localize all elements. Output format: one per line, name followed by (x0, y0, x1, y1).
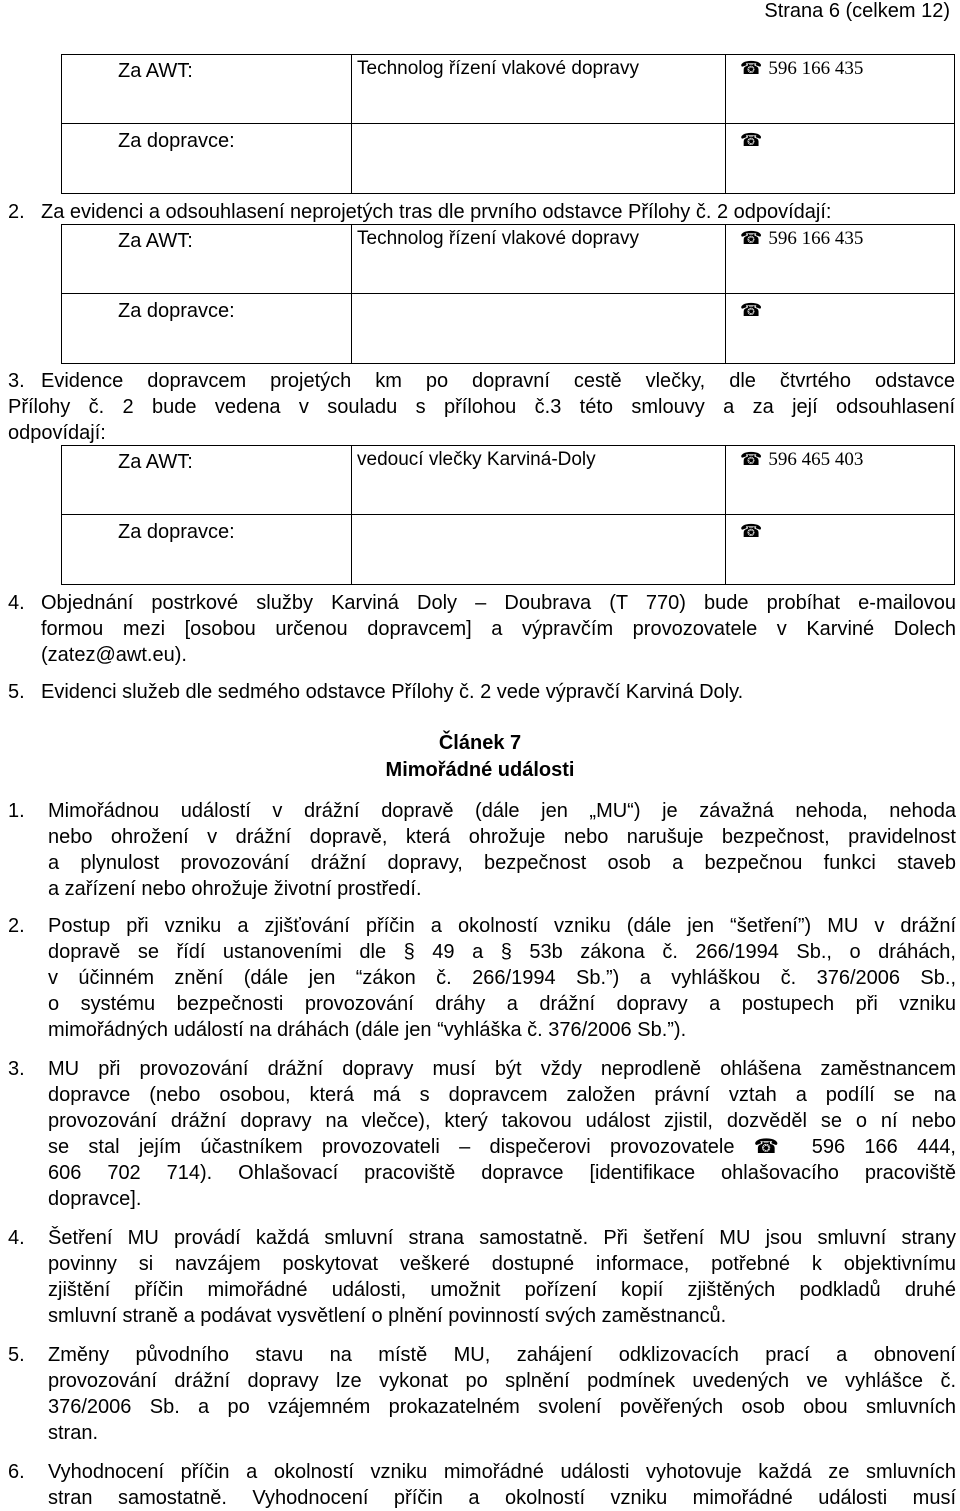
text-line: o systému bezpečnosti provozování dráhy a drážní dopravy a postupech při vzniku (48, 993, 956, 1015)
text-line: dopravce]. (48, 1188, 142, 1210)
item-number: 2. (8, 915, 25, 937)
carrier-phone-cell (726, 515, 955, 585)
text-line: zjištění příčin mimořádné události, umožnit pořízení kopií zjištěných podkladů druhé (48, 1279, 956, 1301)
item-number: 1. (8, 800, 25, 822)
awt-phone-cell (726, 225, 955, 294)
text-line: Změny původního stavu na místě MU, zahájení odklizovacích prací a obnovení (48, 1344, 956, 1366)
page-number: Strana 6 (celkem 12) (764, 0, 950, 22)
carrier-label: Za dopravce: (62, 124, 352, 194)
contact-table-2 (61, 224, 955, 364)
text-line: nebo ohrožení v drážní dopravě, která ohrožuje nebo narušuje bezpečnost, pravidelnost (48, 826, 956, 848)
awt-phone: 596 166 435 (768, 228, 864, 249)
paragraph-number: 2. (8, 201, 25, 223)
text-line: Evidence dopravcem projetých km po dopravní cestě vlečky, dle čtvrtého odstavce (41, 370, 955, 392)
item-number: 6. (8, 1461, 25, 1483)
phone-icon: ☎ (740, 130, 763, 151)
phone-icon: ☎ (740, 521, 763, 542)
awt-phone: 596 166 435 (768, 58, 864, 79)
text-line: v účinném znění (dále jen “zákon č. 266/1994 Sb.”) a vyhláškou č. 376/2006 Sb., (48, 967, 956, 989)
carrier-role (352, 515, 726, 585)
text-line: stran. (48, 1422, 99, 1444)
paragraph-number: 4. (8, 592, 25, 614)
text-line: Objednání postrkové služby Karviná Doly – Doubrava (T 770) bude probíhat e-mailovou (41, 592, 956, 614)
contact-table-3 (61, 445, 955, 585)
text-line: provozování drážní dopravy lze vykonat po splnění podmínek uvedených ve vyhlášce č. (48, 1370, 956, 1392)
awt-phone: 596 465 403 (768, 449, 864, 470)
text-line: Šetření MU provádí každá smluvní strana samostatně. Při šetření MU jsou smluvní strany (48, 1227, 956, 1249)
paragraph-text: Evidenci služeb dle sedmého odstavce Přílohy č. 2 vede výpravčí Karviná Doly. (41, 681, 744, 703)
text-line: odpovídají: (8, 422, 106, 444)
paragraph-3-cont (8, 394, 955, 446)
phone-icon: ☎ (740, 58, 763, 79)
carrier-phone-cell (726, 294, 955, 364)
awt-phone-cell (726, 55, 955, 124)
text-line: (zatez@awt.eu). (41, 644, 187, 666)
carrier-role (352, 124, 726, 194)
text-line: 376/2006 Sb. a po vzájemném prokazatelném svolení pověřených osob obou smluvních (48, 1396, 956, 1418)
carrier-phone-cell (726, 124, 955, 194)
phone-icon: ☎ (740, 300, 763, 321)
carrier-role (352, 294, 726, 364)
item-number: 4. (8, 1227, 25, 1249)
text-line: MU při provozování drážní dopravy musí být vždy neprodleně ohlášena zaměstnancem (48, 1058, 956, 1080)
text-line: stran samostatně. Vyhodnocení příčin a okolností vzniku mimořádné události musí (48, 1487, 956, 1509)
phone-icon: ☎ (740, 449, 763, 470)
carrier-label: Za dopravce: (62, 515, 352, 585)
text-line: Mimořádnou událostí v drážní dopravě (dále jen „MU“) je závažná nehoda, nehoda (48, 800, 956, 822)
awt-role: Technolog řízení vlakové dopravy (352, 225, 726, 294)
item-number: 3. (8, 1058, 25, 1080)
text-line: Vyhodnocení příčin a okolností vzniku mimořádné události vyhotovuje každá ze smluvních (48, 1461, 956, 1483)
paragraph-number: 3. (8, 370, 25, 392)
phone-icon: ☎ (740, 228, 763, 249)
text-line: se stal jejím účastníkem provozovateli – dispečerovi provozovatele ☎ 596 166 444, (48, 1136, 956, 1158)
carrier-label: Za dopravce: (62, 294, 352, 364)
text-line: 606 702 714). Ohlašovací pracoviště dopravce [identifikace ohlašovacího pracoviště (48, 1162, 956, 1184)
text-line: mimořádných událostí na dráhách (dále jen “vyhláška č. 376/2006 Sb.”). (48, 1019, 687, 1041)
awt-role: vedoucí vlečky Karviná-Doly (352, 446, 726, 515)
text-line: dopravce (nebo osobou, která má s dopravcem založen právní vztah a podílí se na (48, 1084, 956, 1106)
text-line: formou mezi [osobou určenou dopravcem] a výpravčím provozovatele v Karviné Dolech (41, 618, 956, 640)
text-line: a zařízení nebo ohrožuje životní prostředí. (48, 878, 422, 900)
text-line: smluvní straně a podávat vysvětlení o plnění povinností svých zaměstnanců. (48, 1305, 727, 1327)
text-line: Postup při vzniku a zjišťování příčin a okolností vzniku (dále jen “šetření”) MU v drážní (48, 915, 956, 937)
contact-table-1 (61, 54, 955, 194)
paragraph-number: 5. (8, 681, 25, 703)
article-title: Článek 7 (438, 732, 522, 754)
text-line: provozování drážní dopravy na vlečce), který takovou událost zjistil, dozvěděl se o ní nebo (48, 1110, 956, 1132)
awt-phone-cell (726, 446, 955, 515)
text-line: a plynulost provozování drážní dopravy, bezpečnost osob a bezpečnou funkci staveb (48, 852, 956, 874)
paragraph-3-text (41, 368, 955, 394)
text-line: Přílohy č. 2 bude vedena v souladu s přílohou č.3 této smlouvy a za její odsouhlasení (8, 396, 955, 418)
awt-label: Za AWT: (62, 225, 352, 294)
awt-label: Za AWT: (62, 55, 352, 124)
item-number: 5. (8, 1344, 25, 1366)
text-line: dopravě se řídí ustanoveními dle § 49 a § 53b zákona č. 266/1994 Sb., o dráhách, (48, 941, 956, 963)
text-line: povinny si navzájem poskytovat veškeré dostupné informace, potřebné k objektivnímu (48, 1253, 956, 1275)
article-subtitle: Mimořádné události (385, 759, 575, 781)
paragraph-text: Za evidenci a odsouhlasení neprojetých tras dle prvního odstavce Přílohy č. 2 odpovídají: (41, 201, 832, 223)
awt-label: Za AWT: (62, 446, 352, 515)
awt-role: Technolog řízení vlakové dopravy (352, 55, 726, 124)
